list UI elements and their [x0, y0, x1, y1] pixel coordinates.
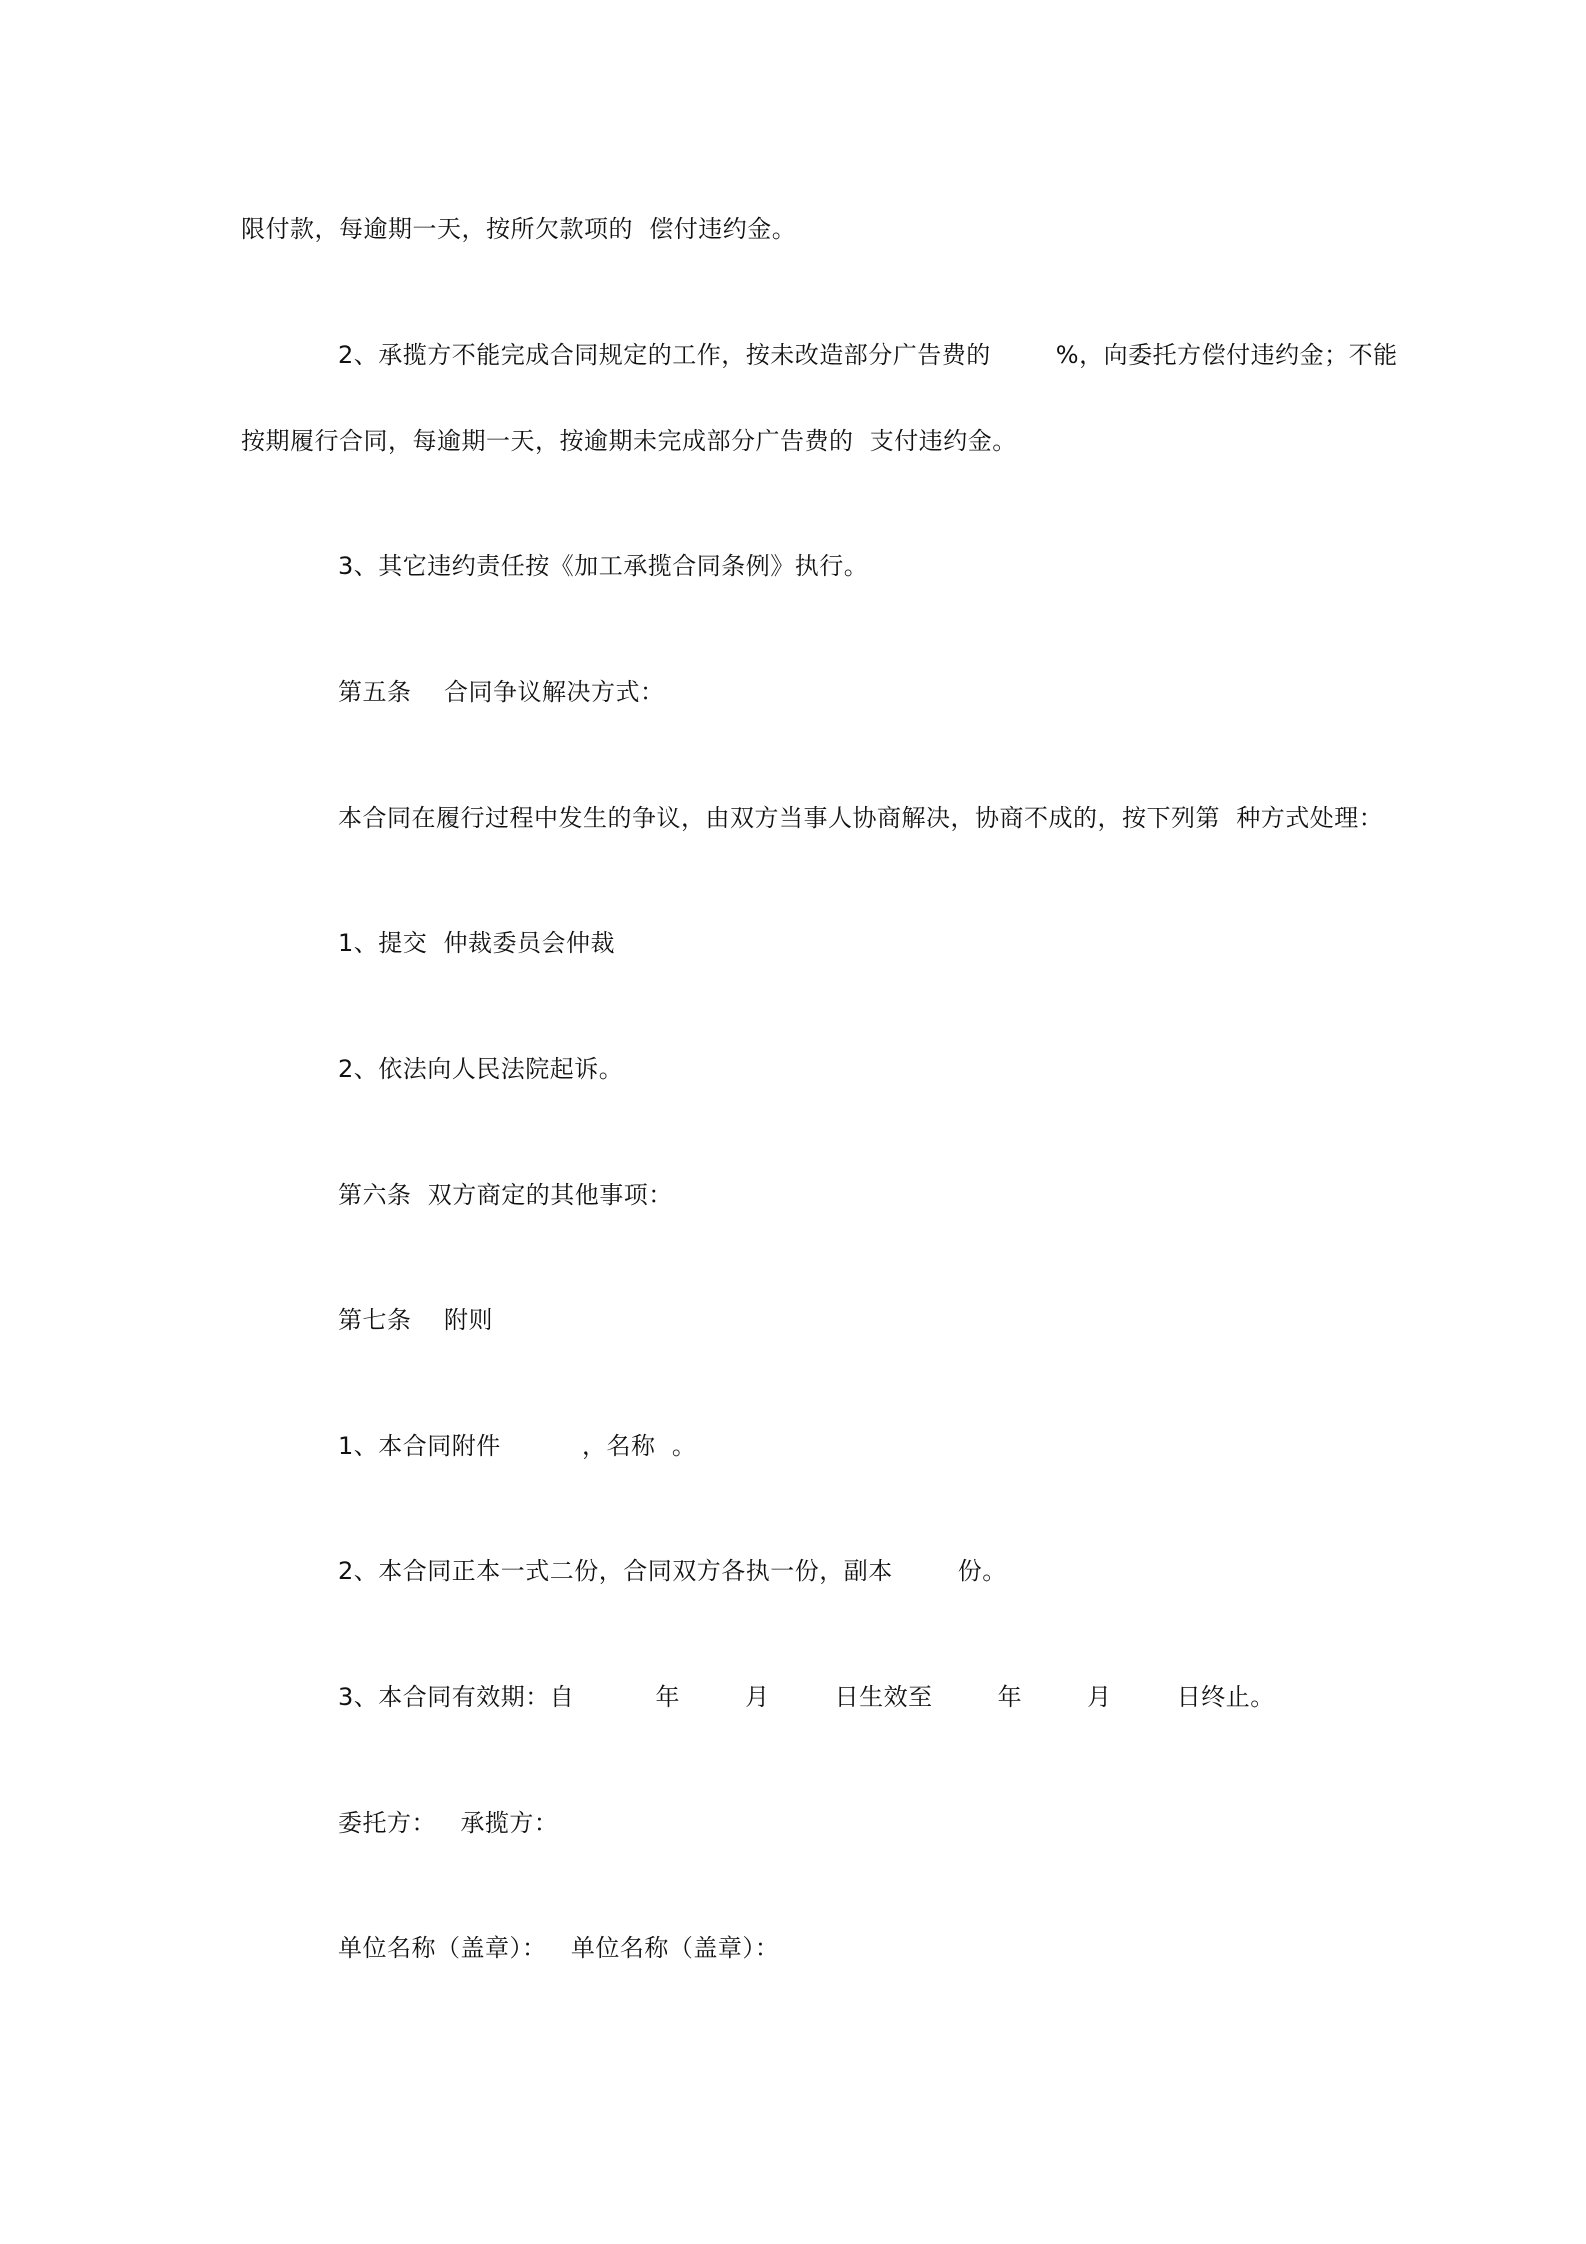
paragraph-line: 1、本合同附件 ，名称 。	[338, 1432, 697, 1460]
paragraph-line: 按期履行合同，每逾期一天，按逾期未完成部分广告费的 支付违约金。	[241, 427, 1017, 455]
paragraph-line: 3、本合同有效期：自 年 月 日生效至 年 月 日终止。	[338, 1683, 1275, 1711]
paragraph-line: 2、本合同正本一式二份，合同双方各执一份，副本 份。	[338, 1557, 1007, 1585]
section-heading: 第六条 双方商定的其他事项：	[338, 1181, 673, 1209]
section-heading: 第七条 附则	[338, 1306, 494, 1334]
paragraph-line: 本合同在履行过程中发生的争议，由双方当事人协商解决，协商不成的，按下列第 种方式处理：	[338, 804, 1384, 832]
paragraph-line: 3、其它违约责任按《加工承揽合同条例》执行。	[338, 552, 869, 580]
paragraph-line: 限付款，每逾期一天，按所欠款项的 偿付违约金。	[241, 215, 797, 243]
signature-line: 委托方： 承揽方：	[338, 1809, 559, 1837]
paragraph-line: 2、承揽方不能完成合同规定的工作，按未改造部分广告费的 %，向委托方偿付违约金；不能	[338, 341, 1398, 369]
paragraph-line: 2、依法向人民法院起诉。	[338, 1055, 624, 1083]
signature-line: 单位名称（盖章）： 单位名称（盖章）：	[338, 1934, 780, 1962]
paragraph-line: 1、提交 仲裁委员会仲裁	[338, 929, 616, 957]
section-heading: 第五条 合同争议解决方式：	[338, 678, 665, 706]
